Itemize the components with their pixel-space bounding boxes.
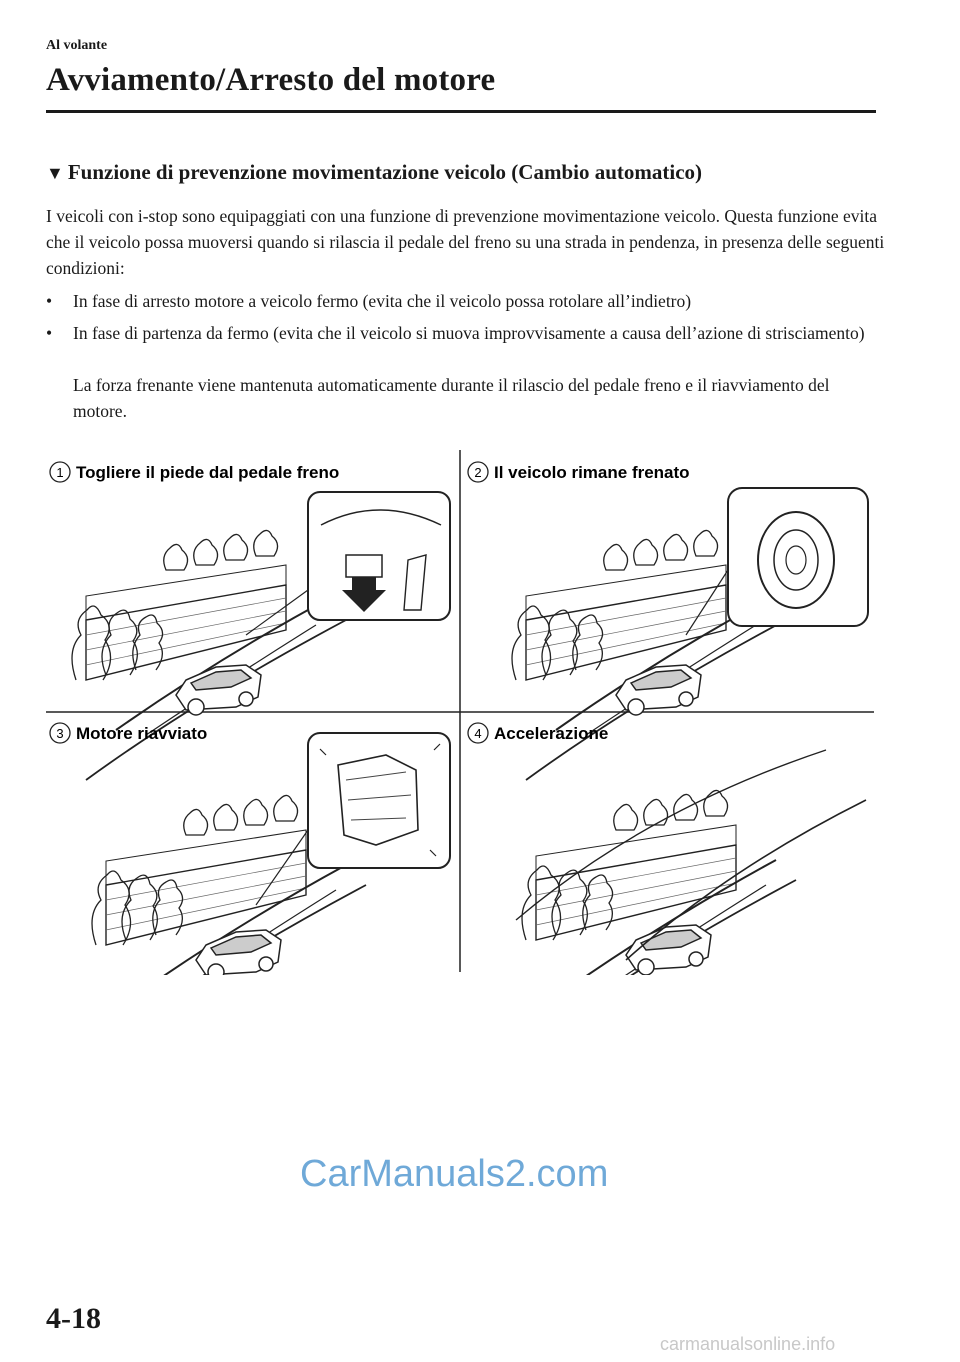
step-4-number: 4 [474,726,482,741]
step-4-caption: Accelerazione [494,724,609,743]
subsection-heading-text: Funzione di prevenzione movimentazione veicolo (Cambio automatico) [67,160,703,184]
bullet-icon: • [46,323,53,343]
caption-1 [50,462,339,482]
watermark-logo: CarManuals2.com [300,1153,609,1195]
watermark-bottom: carmanualsonline.info [660,1334,836,1354]
illustration [46,450,876,975]
inset-wheel-brake [728,488,868,626]
intro-paragraph: I veicoli con i-stop sono equipaggiati con una funzione di prevenzione movimentazione veicolo. Questa funzione evita che il veicolo possa muoversi quando si rilascia il pedale del freno su una strada in pendenza, in presenza delle seguenti condizioni: [46,206,885,278]
step-2-caption: Il veicolo rimane frenato [494,463,690,482]
step-1-caption: Togliere il piede dal pedale freno [76,463,340,482]
panel-4 [516,750,866,975]
step-2-number: 2 [474,465,482,480]
triangle-down-icon: ▼ [46,163,64,183]
subsection-heading [46,160,702,185]
bullet-text: In fase di arresto motore a veicolo fermo (evita che il veicolo possa rotolare all’indietro) [73,291,692,311]
step-3-caption: Motore riavviato [76,724,208,743]
section-label: Al volante [46,38,108,53]
page-number: 4-18 [46,1302,101,1335]
step-3-number: 3 [56,726,64,741]
bullet-note: La forza frenante viene mantenuta automaticamente durante il rilascio del pedale freno e il riavviamento del motore. [73,375,830,421]
bullet-text: In fase di partenza da fermo (evita che il veicolo si muova improvvisamente a causa dell’azione di strisciamento) [73,323,865,343]
caption-3 [50,723,207,743]
illustration-svg [46,450,876,975]
panel-3 [92,733,450,975]
caption-2 [468,462,690,482]
step-1-number: 1 [56,465,64,480]
title-rule [46,110,876,113]
page-title: Avviamento/Arresto del motore [46,62,496,98]
caption-4 [468,723,608,743]
bullet-icon: • [46,291,53,311]
